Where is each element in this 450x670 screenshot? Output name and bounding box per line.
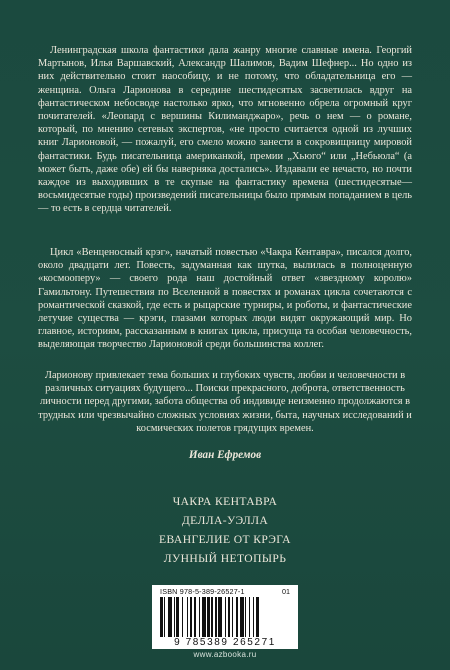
barcode-bar [236, 597, 239, 637]
barcode-bar [190, 597, 193, 637]
intro-paragraph-text: Ленинградская школа фантастики дала жанру многие славные имена. Георгий Мартынов, Илья Варшавский, Александр Шалимов, Вадим Шефнер... Но одно из них действительно стоит наособицу, и не потому, что обладательница его — женщина. Ольга Ларионова в середине шестидесятых засветилась вдруг на фантастическом небосводе настолько ярко, что мгновенно обрела огромный круг почитателей. «Леопард с вершины Килиманджаро», речь о нем — о романе, который, по мнению сетевых экспертов, «не просто считается одной из лучших книг Ларионовой, — пожалуй, его смело можно занести в сокровищницу мировой фантастики. Будь писательница американкой, премии „Хьюго“ или „Небьюла“ (а может быть, даже обе) ей бы наверняка достались». Издавали ее нечасто, но почти каждое из выходивших в те скупые на фантастику времена (шестидесятые—восьмидесятые годы) произведений писательницы было прямым попаданием в цель — то есть в сердца читателей. [38, 45, 412, 215]
quote-block [38, 369, 412, 435]
book-title: ЛУННЫЙ НЕТОПЫРЬ [163, 552, 287, 565]
barcode-bar [182, 597, 183, 637]
book-titles-list [0, 492, 450, 568]
isbn-addon: 01 [282, 587, 290, 596]
barcode-digits [152, 637, 298, 648]
barcode-bar [218, 597, 222, 637]
intro-paragraph [38, 44, 412, 216]
isbn-number: ISBN 978-5-389-26527-1 [160, 587, 245, 596]
barcode-bar [202, 597, 206, 637]
book-title: ДЕЛЛА-УЭЛЛА [181, 514, 269, 527]
barcode-bar [187, 597, 188, 637]
cycle-paragraph-text: Цикл «Венценосный крэг», начатый повестью «Чакра Кентавра», писался долго, около двадцати лет. Повесть, задуманная как шутка, вылилась в полноценную «космооперу» — своего рода наш достойный ответ «звездному королю» Гамильтону. Путешествия по Вселенной в повестях и романах цикла сочетаются с романтической сказкой, где есть и рыцарские турниры, и роботы, и фантастические летучие существа — крэги, глазами которых люди видят окружающий мир. Но главное, историям, рассказанным в книгах цикла, присуща та особая человечность, выделяющая творчество Ларионовой среди большинства коллег. [38, 247, 412, 351]
barcode-bars [160, 597, 290, 637]
barcode-bar [240, 597, 244, 637]
barcode-bar [225, 597, 226, 637]
barcode-bar [199, 597, 200, 637]
barcode-bar [256, 597, 259, 637]
quote-text: Ларионову привлекает тема больших и глубоких чувств, любви и человечности в различных ситуациях будущего... Поиски прекрасного, доброта, ответственность личности перед другими, забота общества об индивиде неизменно продолжаются в трудных или чрезвычайно сложных условиях жизни, быта, научных исследований и космических полетов грядущих времен. [38, 370, 412, 434]
publisher-website: www.azbooka.ru [193, 650, 257, 659]
book-title: ЧАКРА КЕНТАВРА [172, 495, 278, 508]
barcode-bar [245, 597, 246, 637]
barcode-bar [232, 597, 233, 637]
barcode-bar [249, 597, 250, 637]
quote-author: Иван Ефремов [188, 449, 262, 461]
barcode-bar [194, 597, 197, 637]
barcode-bar [164, 597, 165, 637]
book-title: ЕВАНГЕЛИЕ ОТ КРЭГА [159, 533, 291, 546]
barcode-bar [215, 597, 216, 637]
cycle-paragraph [38, 246, 412, 352]
barcode-bar [211, 597, 212, 637]
barcode-digits-text: 9 785389 265271 [174, 637, 276, 648]
barcode-bar [207, 597, 210, 637]
barcode-bar [253, 597, 254, 637]
barcode-bar [176, 597, 179, 637]
barcode-bar [228, 597, 231, 637]
barcode-bar [168, 597, 172, 637]
barcode-bar [174, 597, 175, 637]
barcode-bar [160, 597, 163, 637]
isbn-barcode [152, 585, 298, 649]
